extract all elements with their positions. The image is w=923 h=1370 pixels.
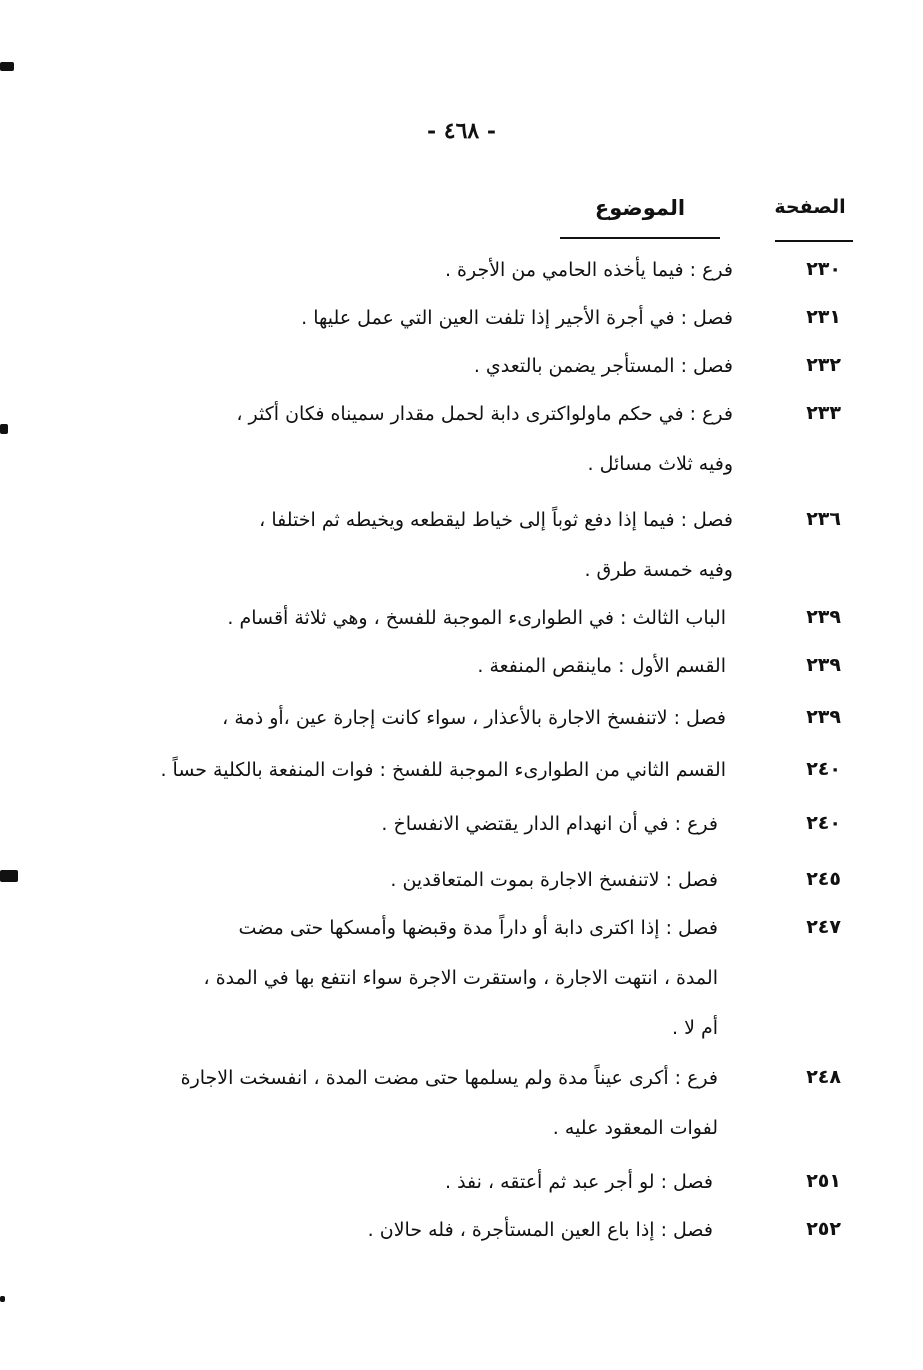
entry-line: لفوات المعقود عليه . bbox=[552, 1117, 718, 1139]
entry-page-number: ٢٤٨ bbox=[806, 1066, 841, 1088]
subject-column-rule bbox=[560, 237, 720, 239]
entry-page-number: ٢٥٢ bbox=[806, 1218, 841, 1240]
scan-margin-mark bbox=[0, 424, 8, 434]
entry-line: فصل : المستأجر يضمن بالتعدي . bbox=[473, 355, 733, 377]
entry-line: أم لا . bbox=[672, 1017, 718, 1039]
entry-line: فصل : إذا اكترى دابة أو داراً مدة وقبضها وأمسكها حتى مضت bbox=[238, 917, 718, 939]
scan-margin-mark bbox=[0, 870, 18, 882]
entry-line: فرع : فيما يأخذه الحامي من الأجرة . bbox=[444, 259, 733, 281]
entry-line: فصل : في أجرة الأجير إذا تلفت العين التي عمل عليها . bbox=[301, 307, 733, 329]
entry-page-number: ٢٥١ bbox=[806, 1170, 841, 1192]
entry-page-number: ٢٣٦ bbox=[806, 508, 841, 530]
entry-line: القسم الثاني من الطوارىء الموجبة للفسخ : فوات المنفعة بالكلية حساً . bbox=[160, 759, 726, 781]
entry-line: فرع : في حكم ماولواكترى دابة لحمل مقدار سميناه فكان أكثر ، bbox=[236, 403, 733, 425]
page-column-header: الصفحة bbox=[774, 196, 846, 218]
entry-line: فرع : في أن انهدام الدار يقتضي الانفساخ . bbox=[381, 813, 718, 835]
page-column-rule bbox=[775, 240, 853, 242]
entry-page-number: ٢٣١ bbox=[806, 306, 841, 328]
entry-page-number: ٢٣٩ bbox=[806, 706, 841, 728]
entry-line: فصل : لو أجر عبد ثم أعتقه ، نفذ . bbox=[445, 1171, 713, 1193]
entry-line: فرع : أكرى عيناً مدة ولم يسلمها حتى مضت المدة ، انفسخت الاجارة bbox=[180, 1067, 718, 1089]
entry-page-number: ٢٣٩ bbox=[806, 654, 841, 676]
entry-page-number: ٢٤٠ bbox=[806, 812, 841, 834]
page-number: - ٤٦٨ - bbox=[426, 118, 497, 144]
entry-page-number: ٢٣٠ bbox=[806, 258, 841, 280]
entry-line: المدة ، انتهت الاجارة ، واستقرت الاجرة سواء انتفع بها في المدة ، bbox=[203, 967, 718, 989]
entry-page-number: ٢٣٣ bbox=[806, 402, 841, 424]
entry-page-number: ٢٤٠ bbox=[806, 758, 841, 780]
entry-line: فصل : لاتنفسخ الاجارة بموت المتعاقدين . bbox=[390, 869, 718, 891]
entry-page-number: ٢٣٩ bbox=[806, 606, 841, 628]
entry-line: وفيه ثلاث مسائل . bbox=[587, 453, 733, 475]
entry-line: فصل : إذا باع العين المستأجرة ، فله حالان . bbox=[367, 1219, 713, 1241]
entry-page-number: ٢٤٧ bbox=[806, 916, 841, 938]
scan-margin-mark bbox=[0, 62, 14, 71]
scan-margin-mark bbox=[0, 1296, 5, 1302]
entry-page-number: ٢٤٥ bbox=[806, 868, 841, 890]
entry-line: وفيه خمسة طرق . bbox=[584, 559, 733, 581]
entry-page-number: ٢٣٢ bbox=[806, 354, 841, 376]
entry-line: فصل : لاتنفسخ الاجارة بالأعذار ، سواء كانت إجارة عين ،أو ذمة ، bbox=[222, 707, 726, 729]
entry-line: فصل : فيما إذا دفع ثوباً إلى خياط ليقطعه ويخيطه ثم اختلفا ، bbox=[259, 509, 733, 531]
entry-line: الباب الثالث : في الطوارىء الموجبة للفسخ ، وهي ثلاثة أقسام . bbox=[227, 607, 726, 629]
subject-column-header: الموضوع bbox=[594, 196, 686, 220]
entry-line: القسم الأول : ماينقص المنفعة . bbox=[477, 655, 726, 677]
